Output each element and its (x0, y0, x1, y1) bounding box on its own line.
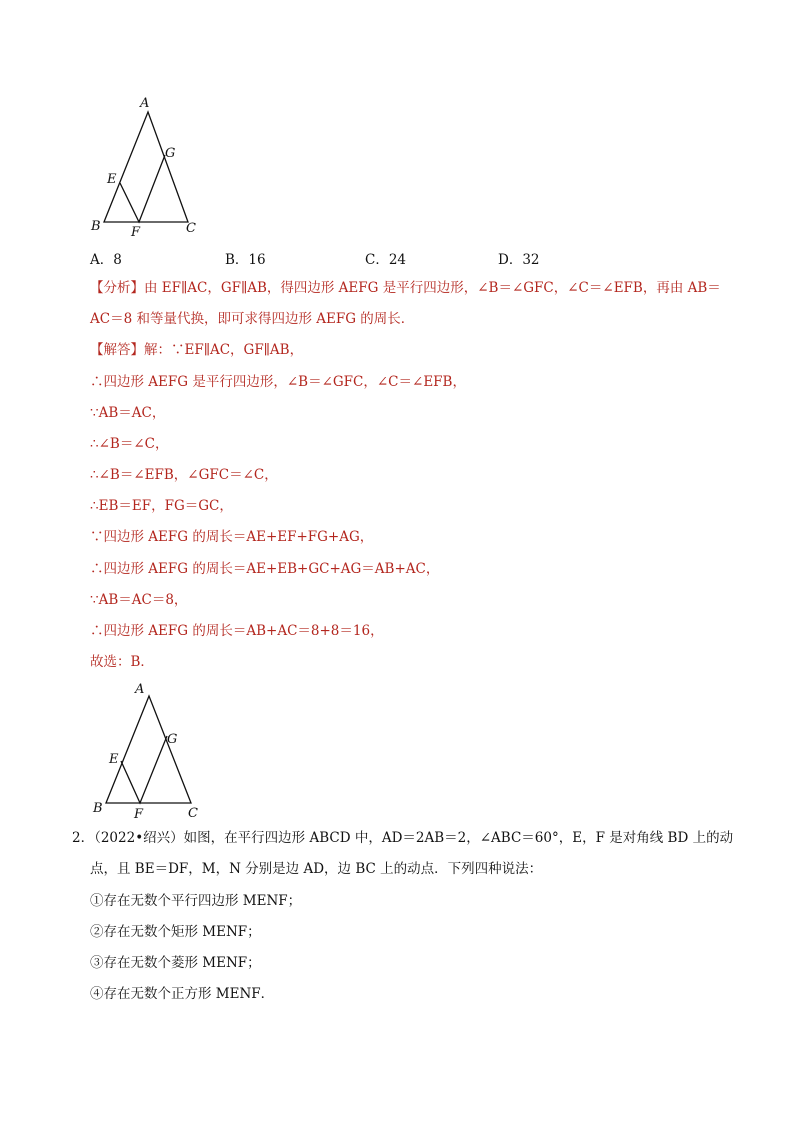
label-a-2: A (135, 682, 145, 697)
solution-line-9: ∵AB＝AC＝8， (90, 592, 188, 608)
triangle-figure-1 (88, 92, 208, 240)
question-2-number: 2． (72, 830, 95, 846)
solution-line-11: 故选：B． (90, 654, 154, 670)
label-a: A (140, 96, 150, 111)
question-2-text-1: （2022•绍兴）如图，在平行四边形 ABCD 中，AD＝2AB＝2，∠ABC＝60°，E，F 是对角线 BD 上的动 (94, 830, 734, 846)
question-2-line-1 (72, 829, 733, 847)
label-f: F (131, 225, 141, 240)
solution-line-1 (90, 341, 303, 359)
label-f-2: F (134, 807, 144, 822)
solution-line-3: ∵AB＝AC， (90, 405, 166, 421)
option-c: C．24 (365, 252, 407, 268)
label-e: E (107, 172, 117, 187)
label-b: B (91, 219, 101, 234)
parallelogram-path-2 (121, 736, 167, 803)
label-c: C (186, 221, 196, 236)
label-c-2: C (188, 806, 198, 821)
analysis-tag: 【分析】 (90, 280, 144, 296)
solution-line-5: ∴∠B＝∠EFB，∠GFC＝∠C， (90, 467, 278, 483)
option-a: A．8 (90, 252, 122, 268)
analysis-line-2: AC＝8 和等量代换，即可求得四边形 AEFG 的周长． (90, 311, 415, 327)
solution-line-10: ∴四边形 AEFG 的周长＝AB+AC＝8+8＝16， (90, 623, 384, 639)
analysis-text-1: 由 EF∥AC，GF∥AB，得四边形 AEFG 是平行四边形，∠B＝∠GFC，∠C＝∠EFB，再由 AB＝ (144, 280, 721, 296)
label-g: G (165, 146, 176, 161)
triangle-figure-2 (88, 676, 208, 822)
solution-line-8: ∴四边形 AEFG 的周长＝AE+EB+GC+AG＝AB+AC， (90, 561, 440, 577)
label-b-2: B (93, 801, 103, 816)
solution-line-4: ∴∠B＝∠C， (90, 436, 169, 452)
analysis-line-1 (90, 279, 721, 297)
option-d: D．32 (498, 252, 540, 268)
statement-4: ④存在无数个正方形 MENF． (90, 986, 275, 1002)
solution-text-1: 解：∵EF∥AC，GF∥AB， (144, 342, 304, 358)
label-e-2: E (109, 752, 119, 767)
option-b: B．16 (225, 252, 266, 268)
solution-line-2: ∴四边形 AEFG 是平行四边形，∠B＝∠GFC，∠C＝∠EFB， (90, 374, 466, 390)
statement-2: ②存在无数个矩形 MENF； (90, 924, 261, 940)
solution-line-6: ∴EB＝EF，FG＝GC， (90, 498, 233, 514)
label-g-2: G (167, 732, 178, 747)
question-2-line-2: 点，且 BE＝DF，M，N 分别是边 AD，边 BC 上的动点．下列四种说法： (90, 861, 543, 877)
solution-tag: 【解答】 (90, 342, 144, 358)
triangle-abc-2 (106, 696, 191, 803)
statement-1: ①存在无数个平行四边形 MENF； (90, 893, 302, 909)
statement-3: ③存在无数个菱形 MENF； (90, 955, 261, 971)
solution-line-7: ∵四边形 AEFG 的周长＝AE+EF+FG+AG， (90, 529, 374, 545)
